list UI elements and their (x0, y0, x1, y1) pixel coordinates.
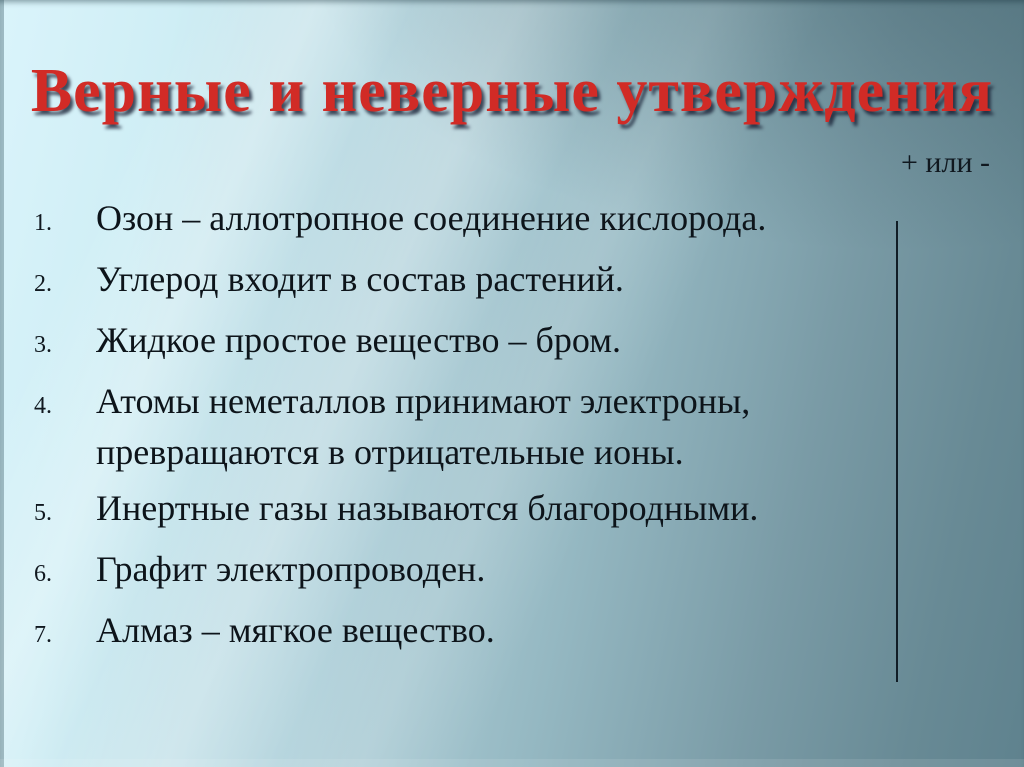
list-item-number: 3. (34, 332, 52, 358)
list-item-text: Алмаз – мягкое вещество. (96, 610, 495, 650)
list-item-text: Инертные газы называются благородными. (96, 488, 759, 528)
slide-title: Верные и неверные утверждения (30, 57, 994, 125)
list-item-text: Углерод входит в состав растений. (96, 259, 624, 299)
list-item-number: 5. (34, 500, 52, 526)
list-item-number: 2. (34, 271, 52, 297)
statements-list (34, 193, 884, 666)
list-item (34, 193, 884, 249)
plus-minus-label: + или - (901, 146, 990, 179)
list-item (34, 315, 884, 371)
list-item (34, 376, 884, 478)
answer-divider-line (896, 221, 898, 682)
list-item (34, 544, 884, 600)
list-item-number: 1. (34, 210, 52, 236)
list-item-number: 6. (34, 561, 52, 587)
list-item-text: Жидкое простое вещество – бром. (96, 320, 621, 360)
list-item (34, 483, 884, 539)
list-item (34, 605, 884, 661)
list-item (34, 254, 884, 310)
list-item-number: 7. (34, 622, 52, 648)
list-item-number: 4. (34, 393, 52, 419)
list-item-text: Графит электропроводен. (96, 549, 486, 589)
slide-bottom-edge (0, 759, 1024, 767)
list-item-text: Озон – аллотропное соединение кислорода. (96, 198, 767, 238)
list-item-text: Атомы неметаллов принимают электроны, превращаются в отрицательные ионы. (96, 381, 751, 472)
